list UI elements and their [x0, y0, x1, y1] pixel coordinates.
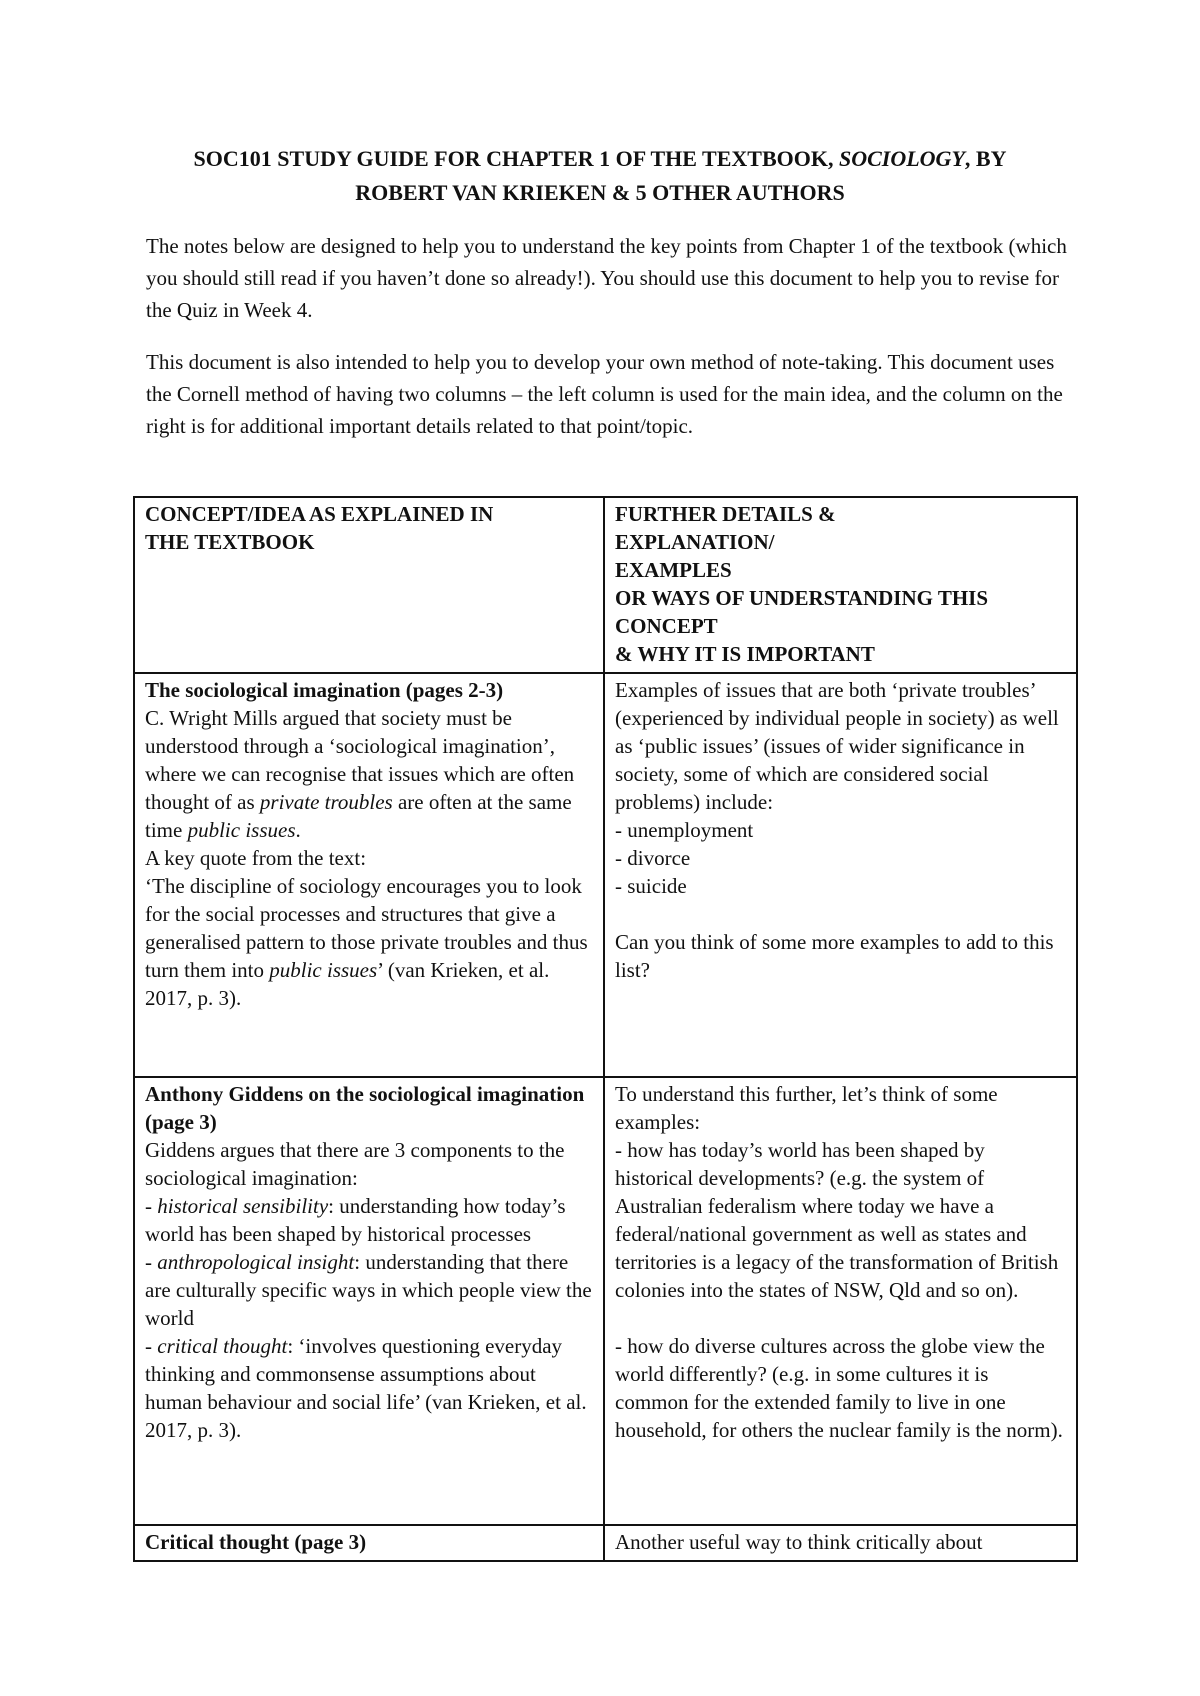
document-title [120, 142, 1080, 210]
table-row [134, 1525, 1077, 1561]
concept-title: The sociological imagination (pages 2-3) [145, 678, 504, 702]
details-text: - how do diverse cultures across the globe view the world differently? (e.g. in some cultures it is common for the extended family to live in one household, for others the nuclear family is the norm). [615, 1334, 1063, 1442]
concept-cell [134, 1525, 604, 1561]
details-text: To understand this further, let’s think of some examples: [615, 1082, 998, 1134]
list-item: - anthropological insight: understanding that there are culturally specific ways in which people view the world [145, 1250, 592, 1330]
list-item: - suicide [615, 874, 687, 898]
table-row [134, 673, 1077, 1077]
intro-paragraph-2: This document is also intended to help you to develop your own method of note-taking. This document uses the Cornell method of having two columns – the left column is used for the main idea, and the column on the right is for additional important details related to that point/topic. [146, 350, 1063, 438]
concept-cell [134, 673, 604, 1077]
header-details: FURTHER DETAILS & EXPLANATION/ EXAMPLES OR WAYS OF UNDERSTANDING THIS CONCEPT & WHY IT IS IMPORTANT [604, 497, 1077, 673]
details-text: Another useful way to think critically about [615, 1530, 983, 1554]
details-text: - how has today’s world has been shaped by historical developments? (e.g. the system of Australian federalism where today we have a federal/national government as well as states and territories is a legacy of the transformation of British colonies into the states of NSW, Qld and so on). [615, 1138, 1059, 1302]
concept-title: Critical thought (page 3) [145, 1530, 367, 1554]
list-item: - historical sensibility: understanding how today’s world has been shaped by historical processes [145, 1194, 566, 1246]
table-row [134, 1077, 1077, 1525]
concept-text: A key quote from the text: [145, 846, 367, 870]
concept-title: Anthony Giddens on the sociological imagination (page 3) [145, 1082, 585, 1134]
cornell-notes-table [133, 496, 1078, 1562]
details-text: Can you think of some more examples to add to this list? [615, 930, 1054, 982]
concept-quote: ‘The discipline of sociology encourages you to look for the social processes and structures that give a generalised pattern to those private troubles and thus turn them into public issues’ (van Krieken, et al. 2017, p. 3). [145, 874, 588, 1010]
details-text: Examples of issues that are both ‘private troubles’ (experienced by individual people in society) as well as ‘public issues’ (issues of wider significance in society, some of which are considered social problems) include: [615, 678, 1059, 814]
header-concept: CONCEPT/IDEA AS EXPLAINED IN THE TEXTBOOK [134, 497, 604, 673]
title-line-1: SOC101 STUDY GUIDE FOR CHAPTER 1 OF THE TEXTBOOK, SOCIOLOGY, BY [193, 146, 1007, 171]
list-item: - critical thought: ‘involves questioning everyday thinking and commonsense assumptions about human behaviour and social life’ (van Krieken, et al. 2017, p. 3). [145, 1334, 587, 1442]
intro-paragraph-1: The notes below are designed to help you to understand the key points from Chapter 1 of the textbook (which you should still read if you haven’t done so already!). You should use this document to help you to revise for the Quiz in Week 4. [146, 234, 1067, 322]
title-line-2: ROBERT VAN KRIEKEN & 5 OTHER AUTHORS [355, 180, 845, 205]
concept-text: C. Wright Mills argued that society must be understood through a ‘sociological imagination’, where we can recognise that issues which are often thought of as private troubles are often at the same time public issues. [145, 706, 575, 842]
details-cell [604, 1077, 1077, 1525]
concept-text: Giddens argues that there are 3 components to the sociological imagination: [145, 1138, 565, 1190]
details-cell [604, 673, 1077, 1077]
list-item: - divorce [615, 846, 691, 870]
list-item: - unemployment [615, 818, 754, 842]
table-header-row [134, 497, 1077, 673]
concept-cell [134, 1077, 604, 1525]
details-cell [604, 1525, 1077, 1561]
